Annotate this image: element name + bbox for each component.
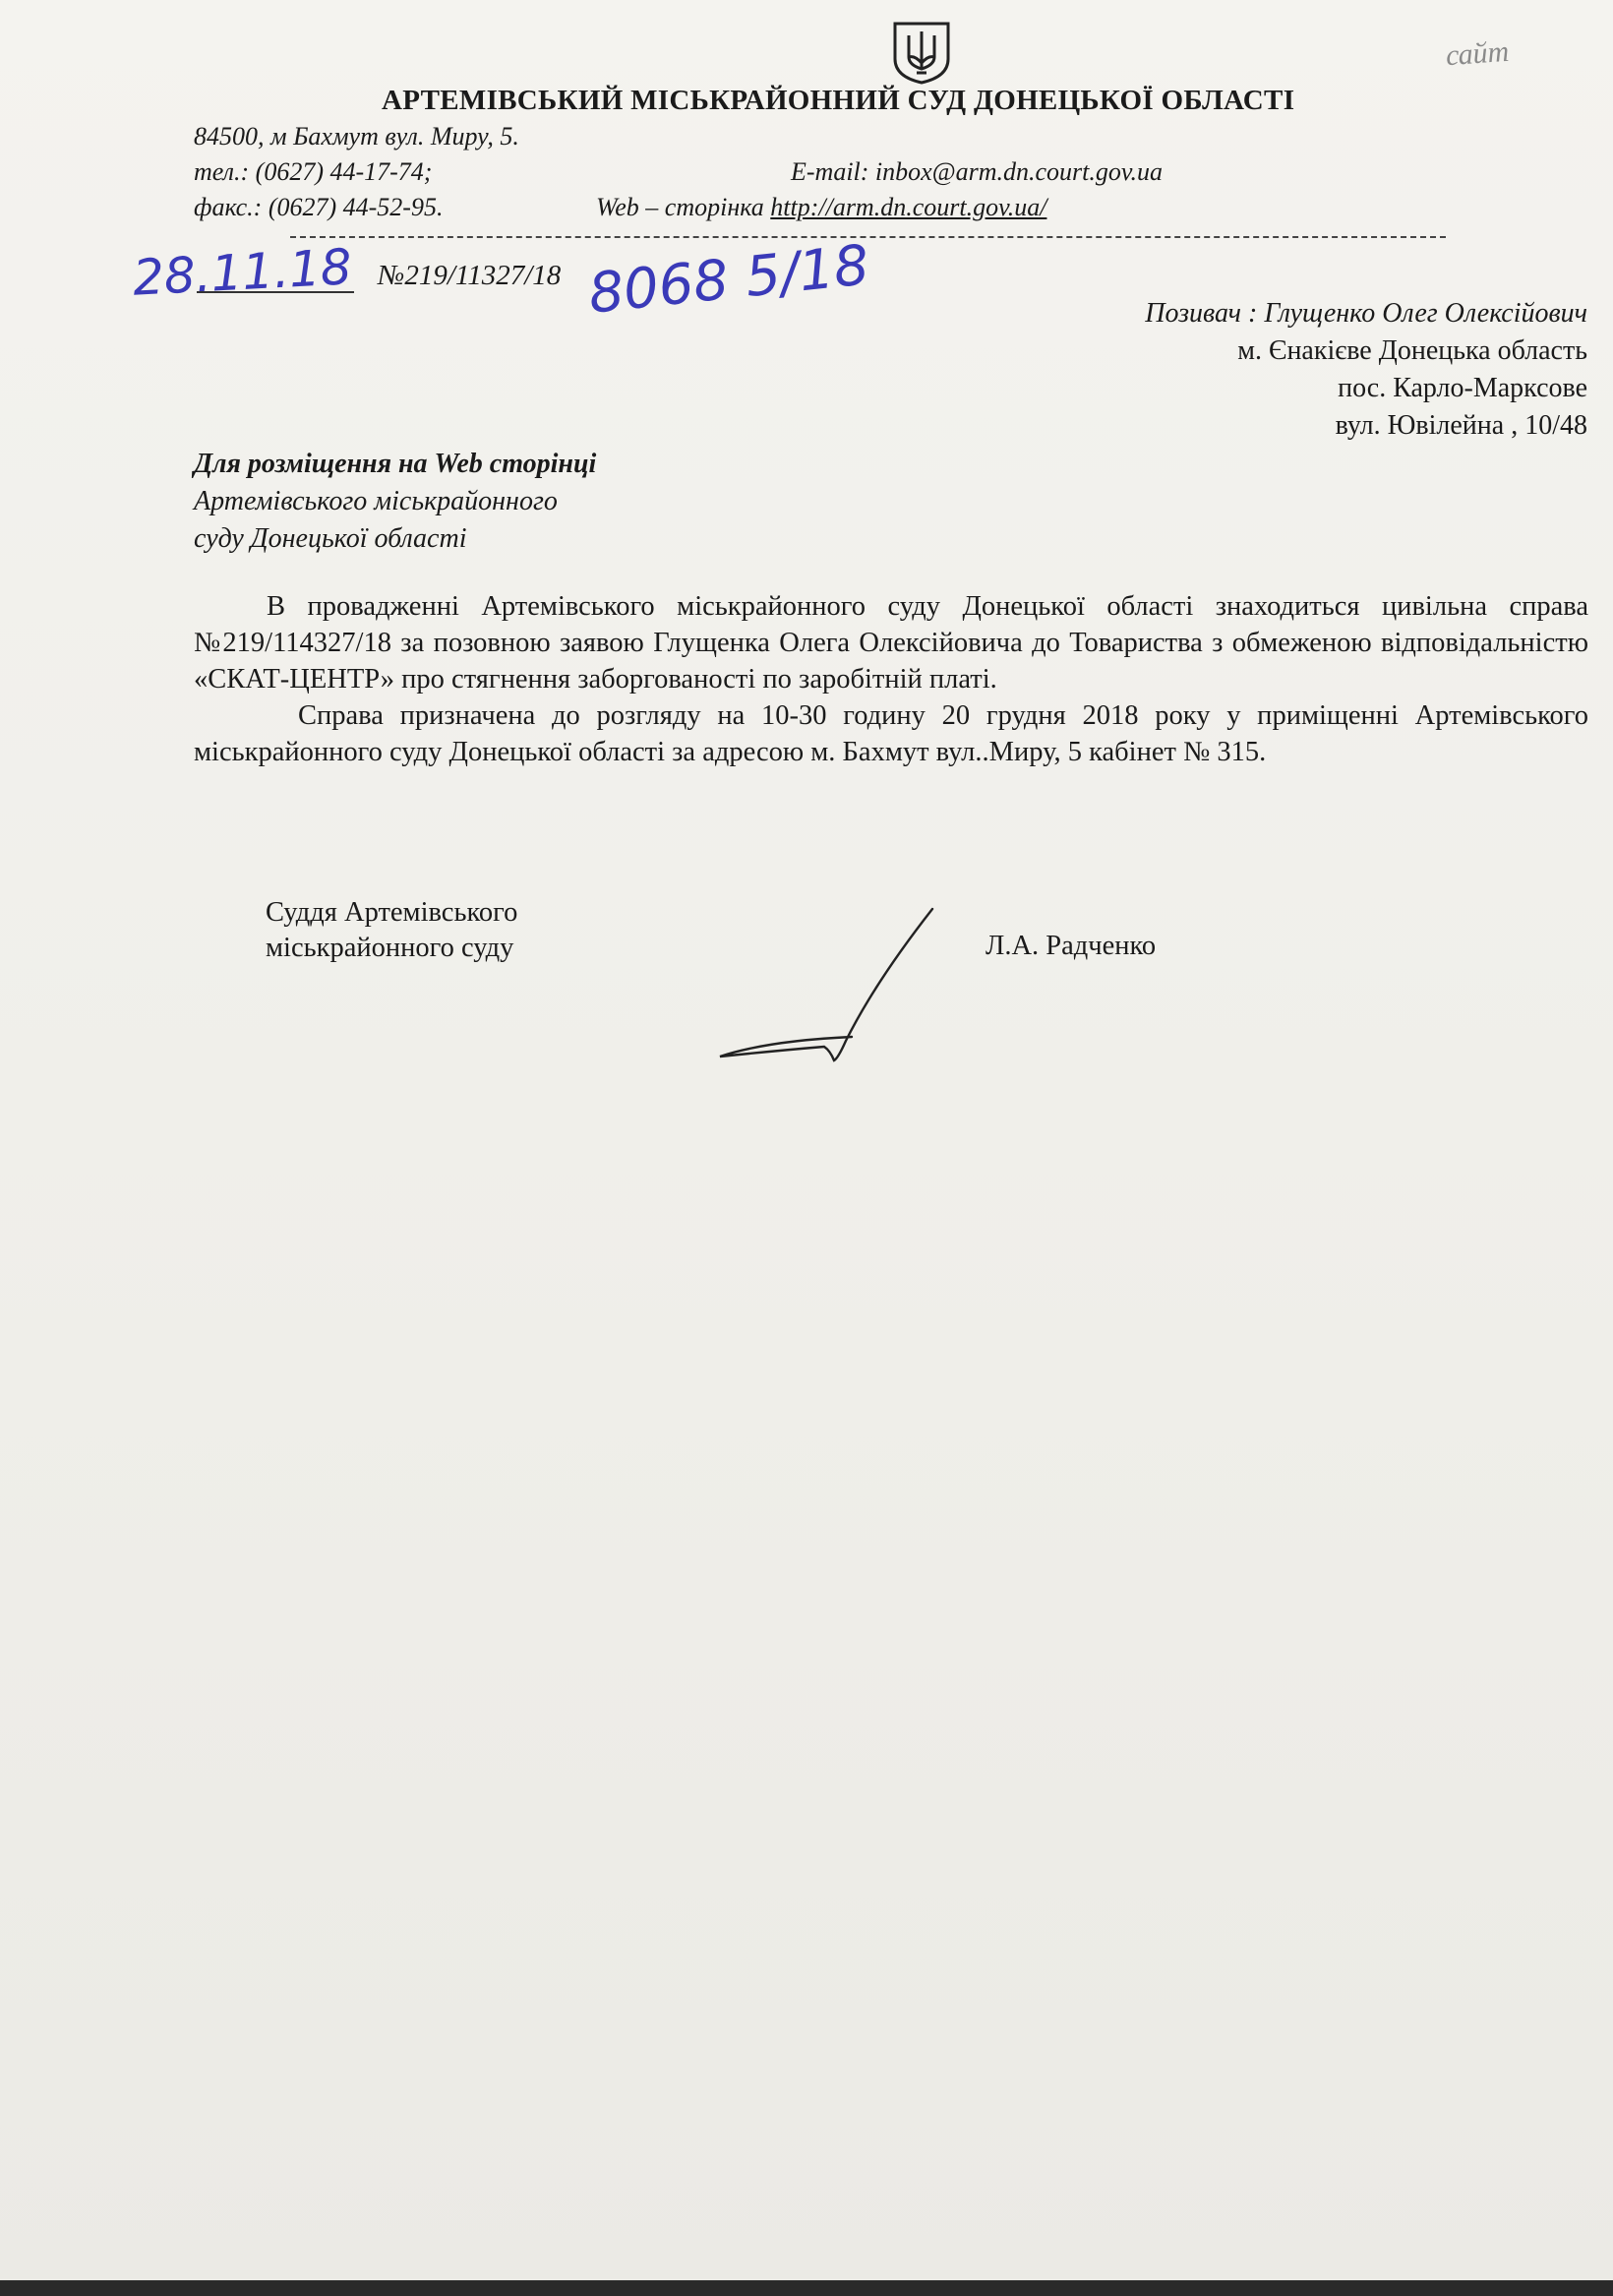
body-paragraph-2: Справа призначена до розгляду на 10-30 годину 20 грудня 2018 року у приміщенні Артемівського міськрайонного суду Донецької області за адресою м. Бахмут вул..Миру, 5 кабінет № 315.: [194, 700, 1588, 767]
recipient-plaintiff: Позивач : Глущенко Олег Олексійович: [1145, 298, 1587, 329]
judge-name: Л.А. Радченко: [986, 931, 1157, 961]
recipient-street: вул. Ювілейна , 10/48: [1335, 410, 1587, 441]
header-divider: [290, 236, 1446, 238]
web-notice-line3: суду Донецької області: [194, 523, 467, 554]
handwritten-date: 28.11.18: [131, 238, 354, 307]
date-underline: [197, 291, 354, 293]
court-email: E-mail: inbox@arm.dn.court.gov.ua: [791, 157, 1163, 186]
handwritten-registration: 8068 5/18: [585, 233, 872, 327]
web-link[interactable]: http://arm.dn.court.gov.ua/: [770, 193, 1047, 221]
court-name: АРТЕМІВСЬКИЙ МІСЬКРАЙОННИЙ СУД ДОНЕЦЬКОЇ ОБЛАСТІ: [382, 85, 1295, 116]
court-fax: факс.: (0627) 44-52-95.: [194, 193, 444, 221]
web-notice-title: Для розміщення на Web сторінці: [194, 449, 597, 479]
web-notice-line2: Артемівського міськрайонного: [194, 486, 558, 516]
body-paragraph-1: В провадженні Артемівського міськрайонного суду Донецької області знаходиться цивільна справа №219/114327/18 за позовною заявою Глущенка Олега Олексійовича до Товариства з обмеженою відповідальністю «СКАТ-ЦЕНТР» про стягнення заборгованості по заробітній платі.: [194, 591, 1588, 695]
court-address: 84500, м Бахмут вул. Миру, 5.: [194, 122, 519, 151]
judge-title-line2: міськрайонного суду: [266, 933, 514, 963]
recipient-city: м. Єнакієве Донецька область: [1237, 335, 1587, 366]
recipient-settlement: пос. Карло-Марксове: [1338, 373, 1587, 403]
judge-title: [266, 895, 517, 966]
court-web: [596, 193, 1046, 222]
scan-edge: [0, 2280, 1613, 2296]
letter-body: [194, 588, 1588, 770]
court-phone: тел.: (0627) 44-17-74;: [194, 157, 433, 186]
coat-of-arms-icon: [887, 20, 956, 85]
outgoing-number: №219/11327/18: [378, 260, 562, 291]
recipient-block: [1145, 295, 1587, 445]
judge-title-line1: Суддя Артемівського: [266, 897, 518, 928]
web-notice: [194, 446, 596, 558]
corner-note: сайт: [1444, 34, 1511, 73]
handwritten-signature: [708, 893, 934, 1070]
web-label: Web – сторінка: [596, 193, 771, 221]
